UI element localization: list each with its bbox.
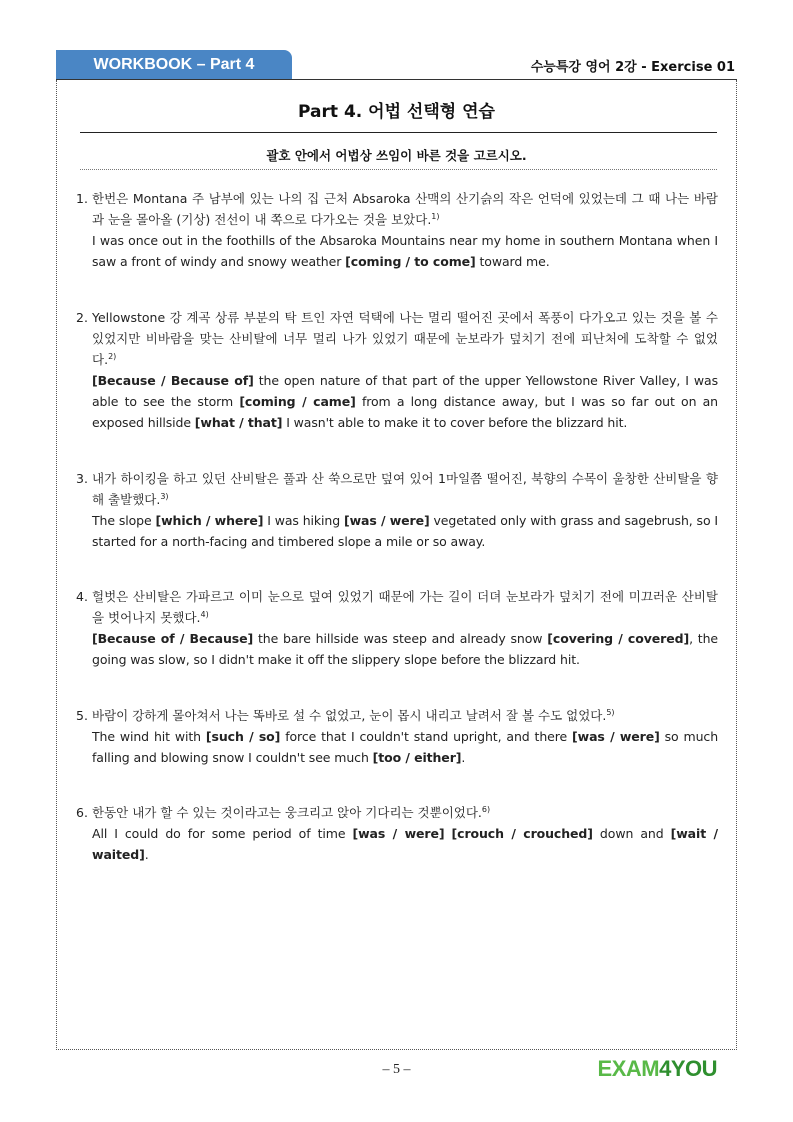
sentence-text: The wind hit with — [92, 729, 206, 744]
sentence-text: so much falling and blowing snow I couldn't see much — [92, 729, 719, 765]
footnote-marker: 2) — [108, 351, 117, 361]
page-title: Part 4. 어법 선택형 연습 — [298, 102, 495, 122]
grammar-choice: [was / were] — [572, 729, 660, 744]
item-number: 4. — [76, 589, 88, 604]
english-sentence — [76, 370, 718, 433]
instruction-text: 괄호 안에서 어법상 쓰임이 바른 것을 고르시오. — [266, 148, 527, 163]
exercise-item — [76, 307, 718, 433]
grammar-choice: [too / either] — [372, 750, 462, 765]
exercise-item — [76, 586, 718, 670]
sentence-text: I was once out in the foothills of the Absaroka Mountains near my home in southern Montana when I saw a front of windy and snowy weather — [92, 233, 718, 269]
exam4you-logo — [598, 1056, 717, 1082]
sentence-text — [444, 826, 451, 841]
item-number: 6. — [76, 805, 88, 820]
logo-text-exam: EXAM — [597, 1056, 660, 1081]
korean-text — [92, 468, 718, 510]
sentence-text: All I could do for some period of time — [92, 826, 353, 841]
sentence-text: down and — [592, 826, 671, 841]
english-sentence — [76, 510, 718, 552]
item-number: 5. — [76, 708, 88, 723]
korean-text-body: 헐벗은 산비탈은 가파르고 이미 눈으로 덮여 있었기 때문에 가는 길이 더뎌 눈보라가 덮치기 전에 미끄러운 산비탈을 벗어나지 못했다. — [92, 589, 718, 625]
footnote-marker: 6) — [481, 804, 491, 814]
grammar-choice: [crouch / crouched] — [451, 826, 593, 841]
sentence-text: toward me. — [475, 254, 550, 269]
footnote-marker: 4) — [200, 609, 209, 619]
korean-sentence — [76, 586, 718, 628]
workbook-tab: WORKBOOK – Part 4 — [56, 50, 292, 80]
grammar-choice: [covering / covered] — [547, 631, 690, 646]
item-number: 2. — [76, 310, 88, 325]
korean-sentence — [76, 802, 718, 823]
sentence-text: vegetated only with grass and sagebrush, so I started for a north-facing and timbered slope a mile or so away. — [92, 513, 718, 549]
item-number: 1. — [76, 191, 88, 206]
korean-text-body: 바람이 강하게 몰아쳐서 나는 똑바로 설 수 없었고, 눈이 몹시 내리고 날려서 잘 볼 수도 없었다. — [92, 708, 607, 723]
korean-sentence — [76, 705, 718, 726]
english-sentence — [76, 726, 718, 768]
grammar-choice: [which / where] — [155, 513, 264, 528]
sentence-text: from a long distance away, but I was so far out on an exposed hillside — [92, 394, 718, 430]
korean-sentence — [76, 468, 718, 510]
korean-text — [92, 802, 718, 823]
english-sentence — [76, 628, 718, 670]
sentence-text: . — [144, 847, 149, 862]
korean-text — [92, 586, 718, 628]
footnote-marker: 1) — [431, 211, 440, 221]
exercise-item — [76, 188, 718, 272]
sentence-text: . — [461, 750, 466, 765]
grammar-choice: [coming / to come] — [345, 254, 476, 269]
sentence-text: I wasn't able to make it to cover before the blizzard hit. — [282, 415, 628, 430]
sentence-text: I was hiking — [263, 513, 344, 528]
title-divider — [80, 132, 717, 133]
sentence-text: the open nature of that part of the upper Yellowstone River Valley, I was able to see the storm — [92, 373, 718, 409]
grammar-choice: [what / that] — [194, 415, 283, 430]
english-sentence — [76, 823, 718, 865]
instruction-divider — [80, 169, 717, 170]
korean-text-body: 한번은 Montana 주 남부에 있는 나의 집 근처 Absaroka 산맥의 산기슭의 작은 언덕에 있었는데 그 때 나는 바람과 눈을 몰아올 (기상) 전선이 내 쪽으로 다가오는 것을 보았다. — [92, 191, 718, 227]
korean-text-body: Yellowstone 강 계곡 상류 부분의 탁 트인 자연 덕택에 나는 멀리 떨어진 곳에서 폭풍이 다가오고 있는 것을 볼 수 있었지만 비바람을 맞는 산비탈에 너무 멀리 나가 있었기 때문에 눈보라가 덮치기 전에 피난처에 도착할 수 없었다. — [92, 310, 718, 367]
korean-sentence — [76, 188, 718, 230]
korean-text — [92, 188, 718, 230]
grammar-choice: [such / so] — [205, 729, 281, 744]
grammar-choice: [coming / came] — [239, 394, 356, 409]
exercise-item — [76, 705, 718, 768]
korean-sentence — [76, 307, 718, 370]
grammar-choice: [Because / Because of] — [92, 373, 254, 388]
english-sentence — [76, 230, 718, 272]
sentence-text: The slope — [92, 513, 156, 528]
korean-text — [92, 705, 718, 726]
sentence-text: , the going was slow, so I didn't make it off the slippery slope before the blizzard hit. — [92, 631, 718, 667]
exercise-label: 수능특강 영어 2강 - Exercise 01 — [530, 60, 735, 75]
exercise-item — [76, 802, 718, 865]
korean-text-body: 한동안 내가 할 수 있는 것이라고는 웅크리고 앉아 기다리는 것뿐이었다. — [92, 805, 482, 820]
sentence-text: force that I couldn't stand upright, and there — [280, 729, 573, 744]
item-number: 3. — [76, 471, 88, 486]
korean-text-body: 내가 하이킹을 하고 있던 산비탈은 풀과 산 쑥으로만 덮여 있어 1마일쯤 떨어진, 북향의 수목이 울창한 산비탈을 향해 출발했다. — [92, 471, 718, 507]
grammar-choice: [wait / waited] — [92, 826, 718, 862]
exercise-item — [76, 468, 718, 552]
footnote-marker: 5) — [606, 707, 615, 717]
korean-text — [92, 307, 718, 370]
page-number: – 5 – — [382, 1062, 411, 1077]
logo-text-4you: 4YOU — [659, 1056, 717, 1081]
grammar-choice: [was / were] — [343, 513, 430, 528]
grammar-choice: [was / were] — [352, 826, 445, 841]
footnote-marker: 3) — [160, 491, 169, 501]
sentence-text: the bare hillside was steep and already snow — [253, 631, 548, 646]
grammar-choice: [Because of / Because] — [92, 631, 254, 646]
